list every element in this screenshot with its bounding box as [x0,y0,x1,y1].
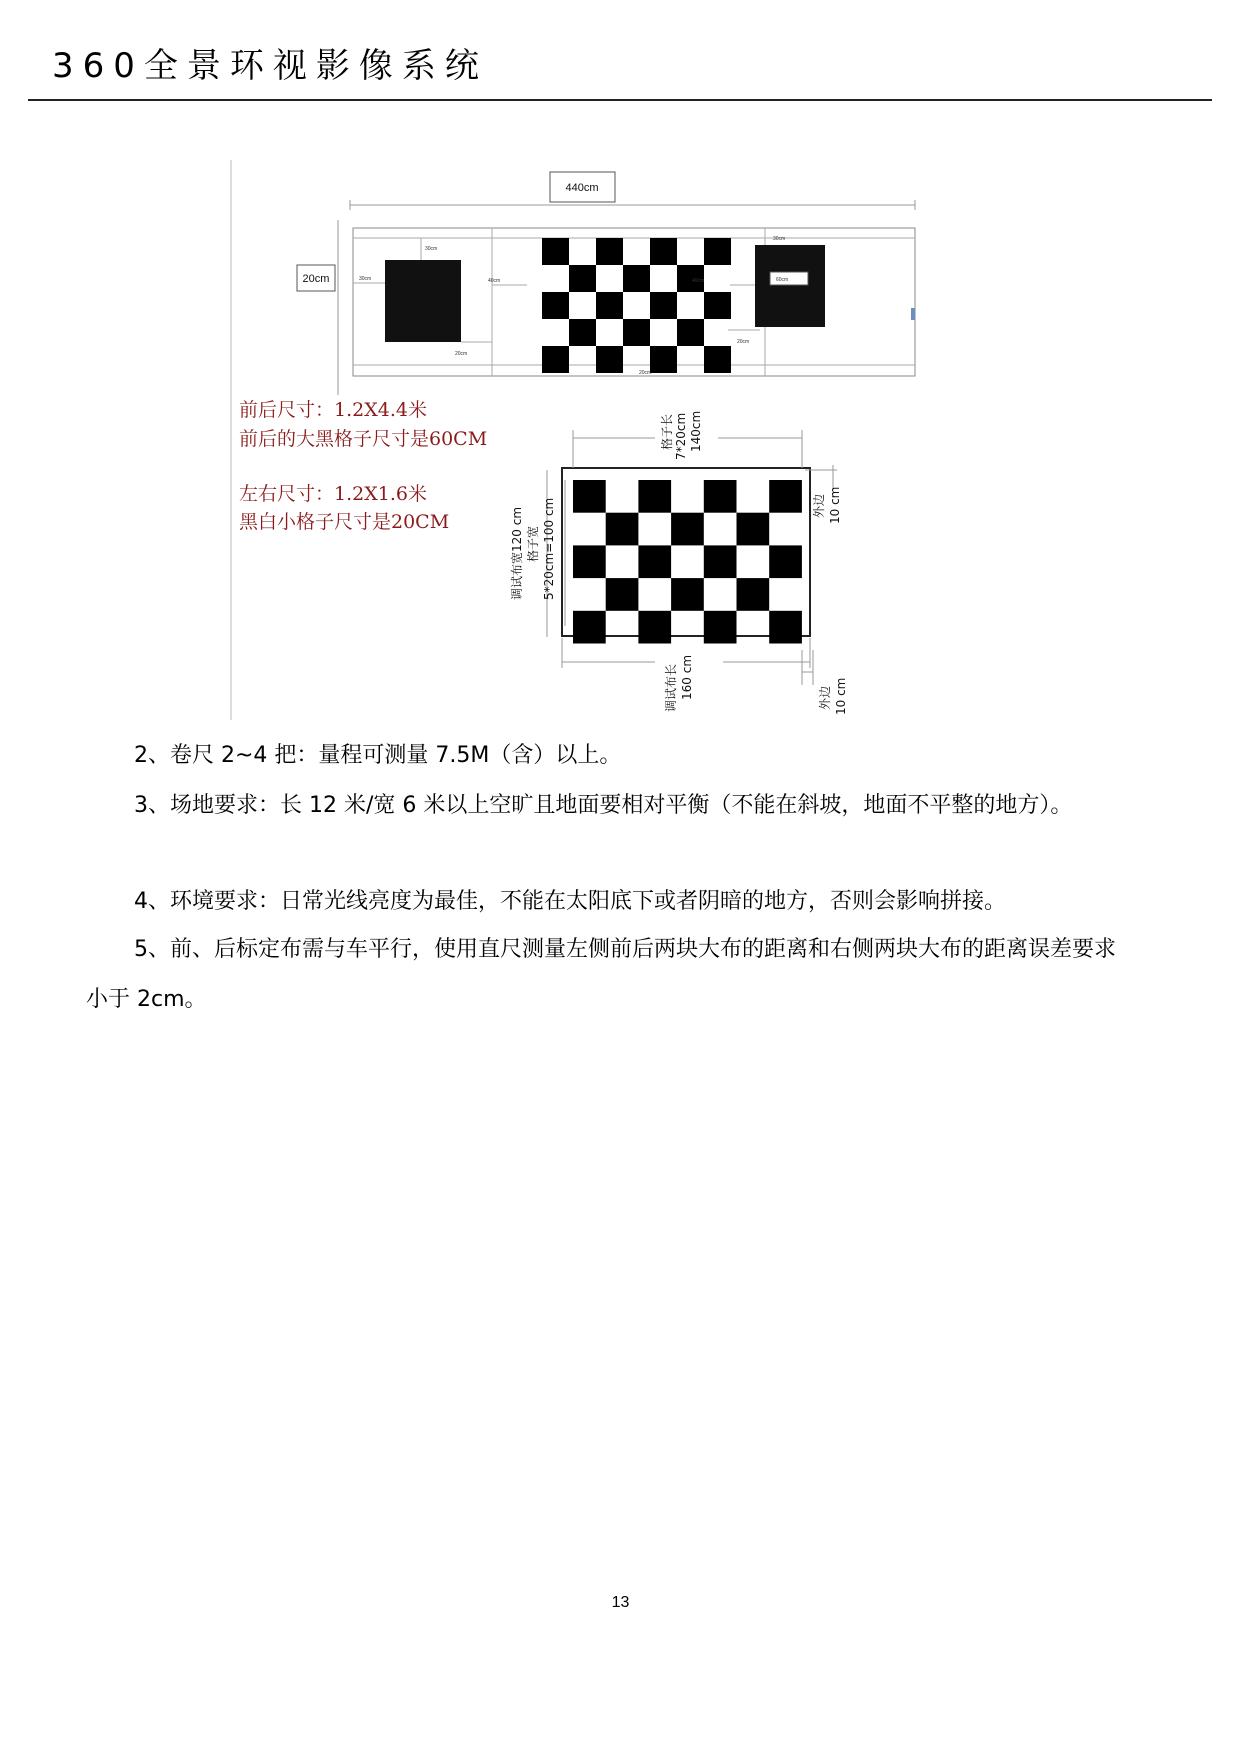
left-bottom-gap-label: 20cm [455,351,468,357]
total-length-label: 440cm [565,182,599,194]
checker-square [704,292,731,319]
checker-square [542,292,569,319]
checker-square [769,545,802,578]
paragraph-site-requirements: 3、场地要求：长 12 米/宽 6 米以上空旷且地面要相对平衡（不能在斜坡，地面不平整的地方）。 [134,793,1073,818]
checker-square [542,238,569,265]
margin-bottom-label-1: 外边 [818,685,832,710]
left-top-gap-label: 30cm [425,246,438,252]
checker-square [623,319,650,346]
grid-width-label-1: 格子宽 [526,525,540,562]
margin-right-label-2: 10 cm [828,486,842,524]
center-right-gap-label: 40cm [692,278,705,284]
checker-square [737,578,770,611]
cloth-length-label-1: 调试布长 [664,663,678,712]
height-label: 20cm [302,273,330,285]
checker-square [606,513,639,546]
checker-square [569,265,596,292]
checker-square [542,346,569,373]
page-number: 13 [611,1594,630,1611]
grid-length-label-1: 格子长 [660,413,674,450]
checker-square [596,238,623,265]
margin-bottom-label-2: 10 cm [834,677,848,715]
checker-square [573,480,606,513]
calibration-figure [225,160,945,720]
panel-edge-marker [911,308,915,320]
checker-square [704,545,737,578]
left-black-block [385,260,461,342]
checker-square [569,319,596,346]
margin-right-label-1: 外边 [812,493,826,518]
checker-square [704,346,731,373]
grid-width-label-2: 5*20cm=100 cm [542,497,556,600]
checker-square [606,578,639,611]
checker-square [704,480,737,513]
checker-square [704,611,737,644]
checker-square [573,611,606,644]
header-divider [28,99,1212,101]
checker-square [650,346,677,373]
grid-length-label-3: 140cm [689,410,703,452]
center-bottom-label: 20cm [639,370,652,376]
checker-square [596,292,623,319]
checker-square [769,611,802,644]
checker-square [769,480,802,513]
checker-square [677,319,704,346]
cloth-length-label-2: 160 cm [680,654,694,700]
checker-square [638,611,671,644]
left-side-gap-label: 30cm [359,276,372,282]
note-front-rear-size: 前后尺寸：1.2X4.4米 [239,399,427,421]
right-inner-label: 60cm [776,277,789,283]
paragraph-environment-requirements: 4、环境要求：日常光线亮度为最佳，不能在太阳底下或者阴暗的地方，否则会影响拼接。 [134,889,1007,914]
grid-length-label-2: 7*20cm [674,412,688,460]
checker-square [671,578,704,611]
checker-square [638,545,671,578]
checker-square [650,292,677,319]
cloth-width-label: 调试布宽120 cm [510,506,524,600]
center-left-gap-label: 40cm [488,278,501,284]
checker-square [623,265,650,292]
paragraph-cloth-alignment: 5、前、后标定布需与车平行，使用直尺测量左侧前后两块大布的距离和右侧两块大布的距离误差要求小于 2cm。 [86,937,1117,1012]
checker-square [596,346,623,373]
checker-square [573,545,606,578]
note-left-right-size: 左右尺寸：1.2X1.6米 [239,483,427,505]
checker-square [671,513,704,546]
right-top-gap-label: 30cm [773,236,786,242]
checker-square [638,480,671,513]
checker-square [650,238,677,265]
right-black-block [755,245,825,327]
calibration-diagram [225,160,945,720]
checker-square [704,238,731,265]
page-header-title: 360全景环视影像系统 [52,46,488,86]
right-bottom-gap-label: 20cm [737,339,750,345]
note-small-grid: 黑白小格子尺寸是20CM [239,511,450,533]
checker-square [737,513,770,546]
note-front-rear-grid: 前后的大黑格子尺寸是60CM [239,428,488,450]
paragraph-tape-measure: 2、卷尺 2~4 把：量程可测量 7.5M（含）以上。 [134,743,622,768]
